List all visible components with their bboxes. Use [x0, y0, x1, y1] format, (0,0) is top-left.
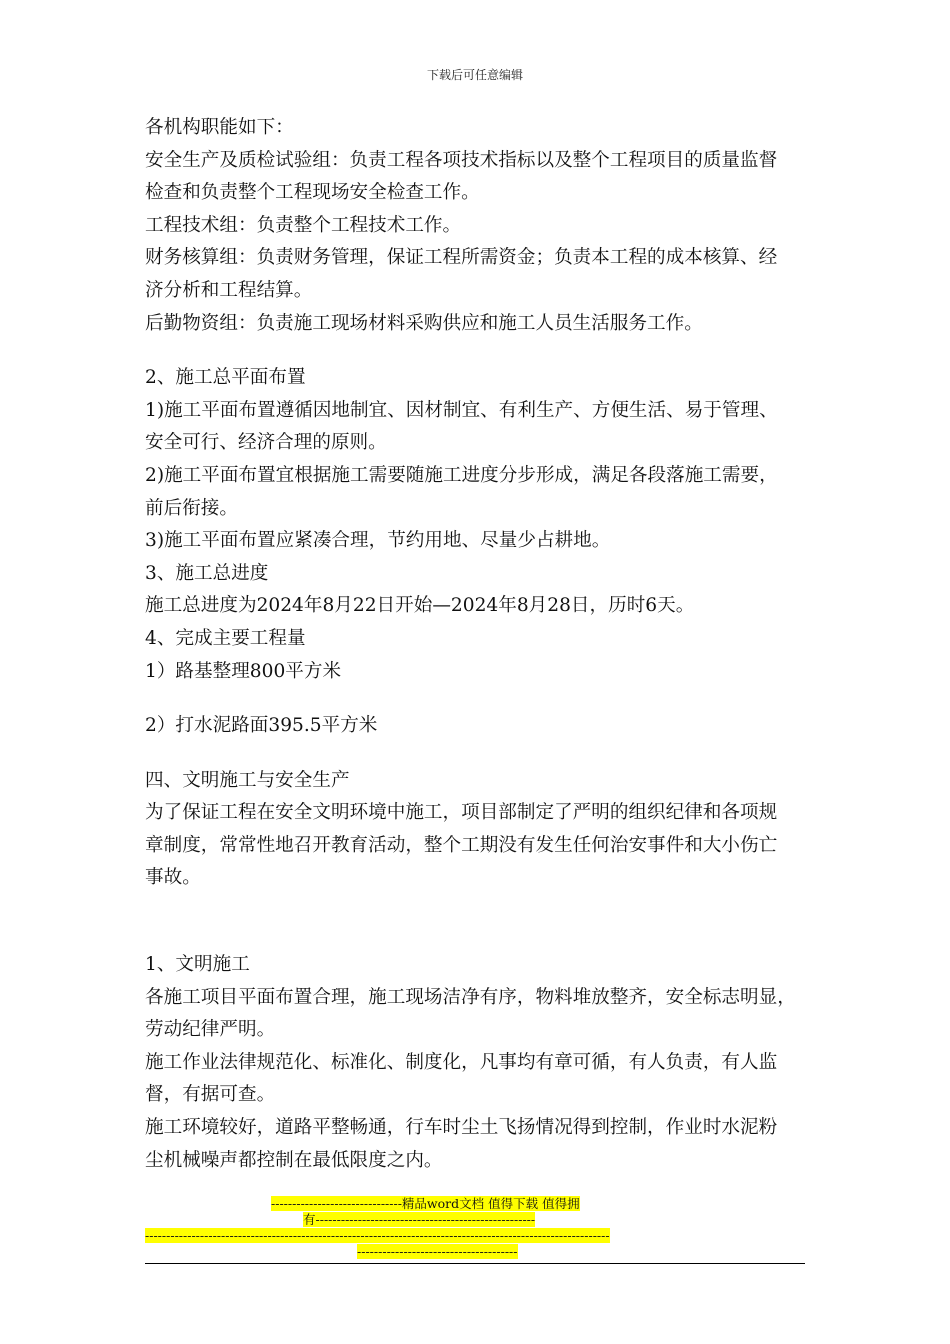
paragraph-line: 后勤物资组：负责施工现场材料采购供应和施工人员生活服务工作。 [145, 312, 703, 334]
footer-line: -------------------------------精品word文档 值得下载 值得拥 [271, 1196, 580, 1211]
paragraph-line: 济分析和工程结算。 [145, 279, 313, 301]
paragraph-line: 章制度，常常性地召开教育活动，整个工期没有发生任何治安事件和大小伤亡 [145, 834, 778, 856]
paragraph-line: 安全可行、经济合理的原则。 [145, 432, 387, 454]
paragraph-line: 财务核算组：负责财务管理，保证工程所需资金；负责本工程的成本核算、经 [145, 247, 778, 269]
footer-banner [145, 1196, 805, 1260]
paragraph-line: 施工总进度为2024年8月22日开始—2024年8月28日，历时6天。 [145, 595, 695, 617]
paragraph-line: 为了保证工程在安全文明环境中施工，项目部制定了严明的组织纪律和各项规 [145, 802, 778, 824]
footer-line: 有---------------------------------------------------- [303, 1212, 536, 1227]
paragraph-line: 2)施工平面布置宜根据施工需要随施工进度分步形成，满足各段落施工需要， [145, 464, 778, 486]
paragraph-line: 安全生产及质检试验组：负责工程各项技术指标以及整个工程项目的质量监督 [145, 149, 778, 171]
paragraph-line: 工程技术组：负责整个工程技术工作。 [145, 214, 462, 236]
paragraph-line: 1)施工平面布置遵循因地制宜、因材制宜、有利生产、方便生活、易于管理、 [145, 399, 778, 421]
paragraph-line: 各机构职能如下： [145, 117, 294, 138]
paragraph-line: 事故。 [145, 867, 201, 889]
paragraph-line: 各施工项目平面布置合理，施工现场洁净有序，物料堆放整齐，安全标志明显， [145, 986, 796, 1008]
footer-divider [145, 1263, 805, 1264]
list-item: 2）打水泥路面395.5平方米 [145, 715, 378, 737]
section-heading: 1、文明施工 [145, 954, 250, 976]
footer-line: -------------------------------------- [357, 1244, 518, 1259]
footer-line: -------------------------------------------------------------------------------------------------------------- [145, 1228, 610, 1243]
section-heading: 3、施工总进度 [145, 562, 269, 584]
paragraph-line: 前后衔接。 [145, 497, 238, 519]
paragraph-line: 施工环境较好，道路平整畅通，行车时尘土飞扬情况得到控制，作业时水泥粉 [145, 1117, 778, 1139]
page-header: 下载后可任意编辑 [426, 68, 523, 82]
section-heading: 4、完成主要工程量 [145, 627, 306, 649]
section-heading: 2、施工总平面布置 [145, 367, 306, 389]
paragraph-line: 督，有据可查。 [145, 1084, 276, 1106]
paragraph-line: 3)施工平面布置应紧凑合理，节约用地、尽量少占耕地。 [145, 530, 611, 552]
paragraph-line: 检查和负责整个工程现场安全检查工作。 [145, 182, 480, 204]
paragraph-line: 尘机械噪声都控制在最低限度之内。 [145, 1149, 443, 1171]
paragraph-line: 施工作业法律规范化、标准化、制度化，凡事均有章可循，有人负责，有人监 [145, 1051, 778, 1073]
paragraph-line: 劳动纪律严明。 [145, 1019, 276, 1041]
document-body [145, 112, 813, 1177]
section-heading: 四、文明施工与安全生产 [145, 769, 350, 791]
list-item: 1）路基整理800平方米 [145, 660, 342, 682]
